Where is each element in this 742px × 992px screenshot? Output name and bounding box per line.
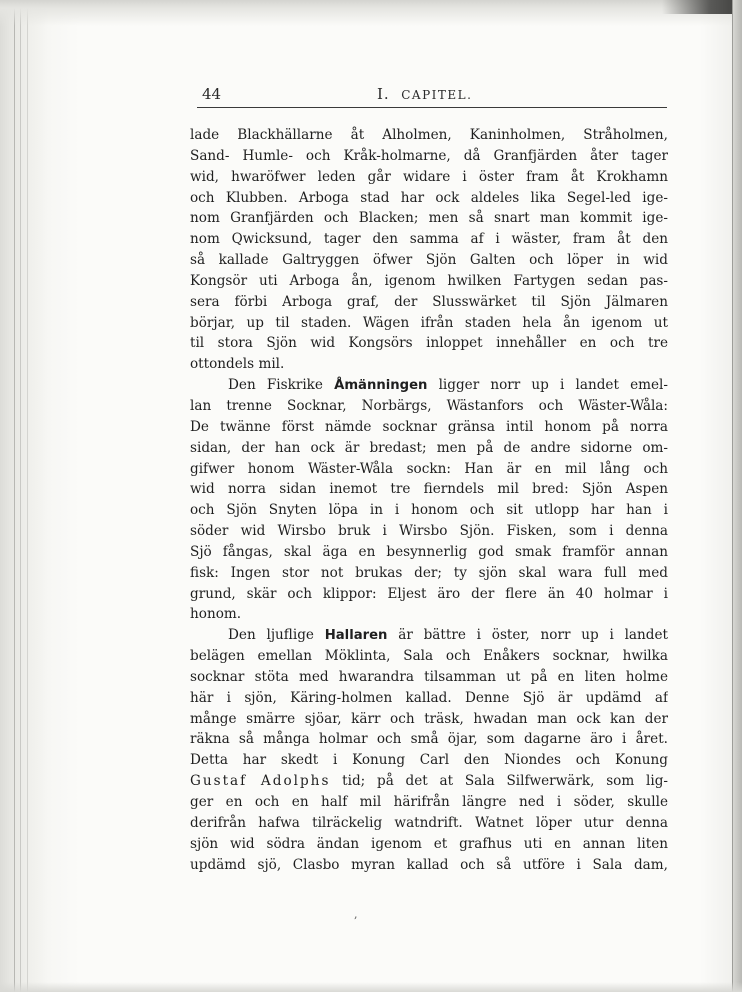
text-line: sidan, der han ock är bredast; men på de andre sidorne om- xyxy=(190,439,668,456)
paragraph-start-line xyxy=(190,625,668,646)
text-line: til stora Sjön wid Kongsörs inloppet innehåller en och tre xyxy=(190,335,668,352)
text-line: fisk: Ingen stor not brukas der; ty sjön skal wara full med xyxy=(190,564,668,581)
top-corner-shadow xyxy=(662,0,742,14)
text-line: räkna så många holmar och små öjar, som dagarne äro i året. xyxy=(190,731,668,748)
text-line: så kallade Galtryggen öfwer Sjön Galten och löper in wid xyxy=(190,252,668,269)
book-spine-shadow xyxy=(0,0,48,992)
spine-edge-line xyxy=(27,0,28,992)
text-line: lade Blackhällarne åt Alholmen, Kaninholmen, Stråholmen, xyxy=(190,127,668,143)
chapter-heading xyxy=(377,85,472,103)
text-line: belägen emellan Möklinta, Sala och Enåkers socknar, hwilka xyxy=(190,648,668,665)
text-line: honom. xyxy=(190,606,242,623)
lake-name-amanningen: Åmänningen xyxy=(334,378,428,394)
text-line: ger en och en half mil härifrån längre ned i söder, skulle xyxy=(190,794,668,810)
text-line: här i sjön, Käring-holmen kallad. Denne Sjö är updämd af xyxy=(190,689,668,706)
para2-rest: ligger norr up i landet emel- xyxy=(427,377,668,394)
gustaf-line-rest: tid; på det at Sala Silfwerwärk, som lig- xyxy=(330,773,668,790)
spine-edge-line xyxy=(14,0,15,992)
header-rule xyxy=(197,107,667,108)
running-header xyxy=(197,85,675,107)
text-line: nom Granfjärden och Blacken; men så snart man kommit ige- xyxy=(190,210,668,227)
lake-name-hallaren: Hallaren xyxy=(324,628,388,644)
text-line: De twänne först nämde socknar gränsa intil honom på norra xyxy=(190,418,668,435)
para3-lead: Den ljuflige xyxy=(228,627,325,644)
text-line: wid, hwaröfwer leden går widare i öster fram åt Krokhamn xyxy=(190,168,668,185)
body-text xyxy=(190,125,668,875)
text-line: sjön wid södra ändan igenom et grafhus uti en annan liten xyxy=(190,835,668,852)
text-line: wid norra sidan inemot tre fierndels mil bred: Sjön Aspen xyxy=(190,481,668,498)
text-line: och Sjön Snyten löpa in i honom och sit utlopp har han i xyxy=(190,502,668,519)
footer-mark: , xyxy=(354,908,358,921)
text-line: socknar stöta med hwarandra tilsamman ut på en liten holme xyxy=(190,668,668,685)
text-line: gifwer honom Wäster-Wåla sockn: Han är en mil lång och xyxy=(190,460,668,477)
para2-lead: Den Fiskrike xyxy=(228,377,335,394)
text-line: Sand- Humle- och Kråk-holmarne, då Granfjärden åter tager xyxy=(190,147,668,164)
text-line: söder wid Wirsbo bruk i Wirsbo Sjön. Fisken, som i denna xyxy=(190,523,668,540)
page-number: 44 xyxy=(202,85,222,103)
text-line: updämd sjö, Clasbo myran kallad och så utföre i Sala dam, xyxy=(190,856,668,873)
text-line: grund, skär och klippor: Eljest äro der flere än 40 holmar i xyxy=(190,585,668,602)
chapter-numeral: I. xyxy=(377,85,390,103)
bottom-shadow xyxy=(0,982,742,992)
text-line: lan trenne Socknar, Norbärgs, Wästanfors och Wäster-Wåla: xyxy=(190,397,668,414)
text-line: derifrån hafwa tilräckelig watndrift. Watnet löper utur denna xyxy=(190,814,668,831)
text-line: Sjö fångas, skal äga en besynnerlig god smak framför annan xyxy=(190,543,668,560)
text-line: börjar, up til staden. Wägen ifrån staden hela ån igenom ut xyxy=(190,314,668,331)
text-line: sera förbi Arboga graf, der Slusswärket til Sjön Jälmaren xyxy=(190,293,668,310)
top-shadow xyxy=(0,0,742,26)
paragraph-start-line xyxy=(190,375,668,396)
page-right-edge xyxy=(733,0,742,992)
spine-edge-line xyxy=(20,0,21,992)
text-line xyxy=(190,771,668,792)
para3-rest: är bättre i öster, norr up i landet xyxy=(387,627,668,644)
chapter-word: CAPITEL. xyxy=(401,88,473,102)
text-line: och Klubben. Arboga stad har ock aldeles lika Segel-led ige- xyxy=(190,189,668,206)
text-line: Kongsör uti Arboga ån, igenom hwilken Fartygen sedan pas- xyxy=(190,272,668,289)
text-line: månge smärre sjöar, kärr och träsk, hwadan man ock kan der xyxy=(190,710,668,727)
text-line: Detta har skedt i Konung Carl den Niondes och Konung xyxy=(190,752,668,769)
text-line: nom Qwicksund, tager den samma af i wäster, fram åt den xyxy=(190,231,668,248)
king-name-gustaf-adolphs: Gustaf Adolphs xyxy=(190,773,331,790)
text-line: ottondels mil. xyxy=(190,356,285,373)
